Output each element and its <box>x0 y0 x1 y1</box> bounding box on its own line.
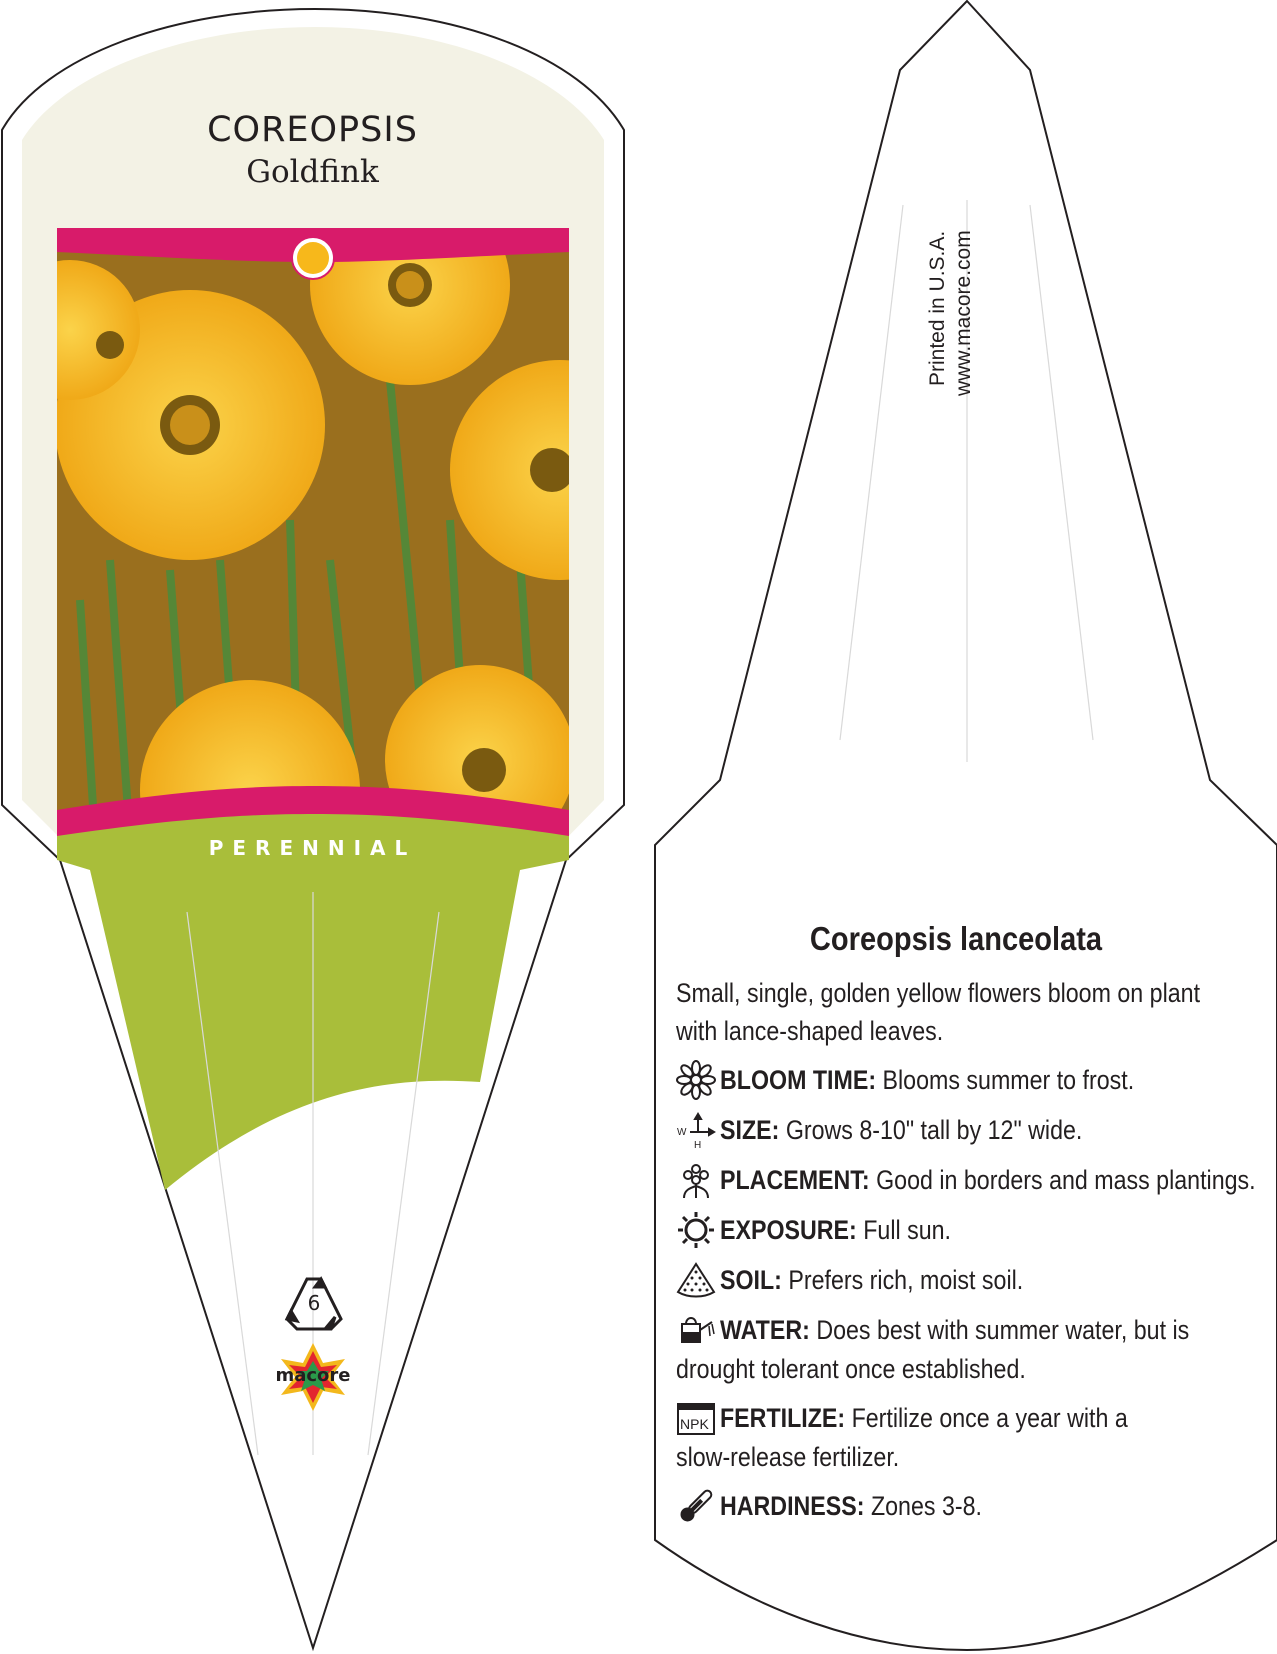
placement-label: PLACEMENT: <box>720 1164 871 1195</box>
npk-icon <box>676 1398 716 1438</box>
hardiness-value: Zones 3-8. <box>871 1490 983 1521</box>
size-h-label: H <box>694 1140 702 1150</box>
thermometer-icon <box>676 1486 716 1526</box>
cultivar-name: Goldfink <box>246 154 379 190</box>
watering-can-icon <box>676 1310 716 1350</box>
sun-icon <box>676 1210 716 1250</box>
description-line-2: with lance-shaped leaves. <box>676 1016 944 1046</box>
fertilize-continuation: slow-release fertilizer. <box>676 1442 900 1472</box>
fertilize-label: FERTILIZE: <box>720 1402 846 1433</box>
hardiness-row <box>676 1486 1025 1526</box>
water-row <box>676 1310 1266 1350</box>
genus-title: COREOPSIS <box>207 110 418 150</box>
size-arrows-icon <box>676 1110 716 1150</box>
recycle-number: 6 <box>307 1291 321 1315</box>
water-label: WATER: <box>720 1314 811 1345</box>
water-value: Does best with summer water, but is <box>816 1314 1190 1345</box>
placement-value: Good in borders and mass plantings. <box>876 1164 1257 1195</box>
soil-row <box>676 1260 1073 1300</box>
soil-label: SOIL: <box>720 1264 783 1295</box>
placement-row <box>676 1160 1277 1200</box>
brand-logo <box>268 1343 358 1411</box>
exposure-label: EXPOSURE: <box>720 1214 858 1245</box>
npk-label: NPK <box>680 1416 709 1432</box>
bloom-time-row <box>676 1060 1202 1100</box>
fertilize-value: Fertilize once a year with a <box>852 1402 1129 1433</box>
fertilize-row <box>676 1398 1195 1438</box>
size-value: Grows 8-10" tall by 12" wide. <box>786 1114 1083 1145</box>
recycle-code <box>285 1275 343 1333</box>
brand-name: macore <box>275 1365 351 1386</box>
size-row <box>676 1110 1142 1150</box>
bloom-time-label: BLOOM TIME: <box>720 1064 877 1095</box>
hardiness-label: HARDINESS: <box>720 1490 865 1521</box>
placement-icon <box>676 1160 716 1200</box>
soil-icon <box>676 1260 716 1300</box>
exposure-value: Full sun. <box>863 1214 952 1245</box>
soil-value: Prefers rich, moist soil. <box>788 1264 1024 1295</box>
printed-in-text: Printed in U.S.A. <box>926 230 949 386</box>
bloom-time-value: Blooms summer to frost. <box>882 1064 1135 1095</box>
exposure-row <box>676 1210 989 1250</box>
flower-icon <box>676 1060 716 1100</box>
category-label: PERENNIAL <box>208 836 417 860</box>
flower-3 <box>450 360 670 580</box>
size-w-label: W <box>677 1127 687 1138</box>
latin-name: Coreopsis lanceolata <box>809 920 1103 957</box>
size-label: SIZE: <box>720 1114 780 1145</box>
print-info <box>926 0 986 400</box>
website-text: www.macore.com <box>952 230 975 396</box>
description-line-1: Small, single, golden yellow flowers bloom on plant <box>676 978 1201 1008</box>
water-continuation: drought tolerant once established. <box>676 1354 1026 1384</box>
